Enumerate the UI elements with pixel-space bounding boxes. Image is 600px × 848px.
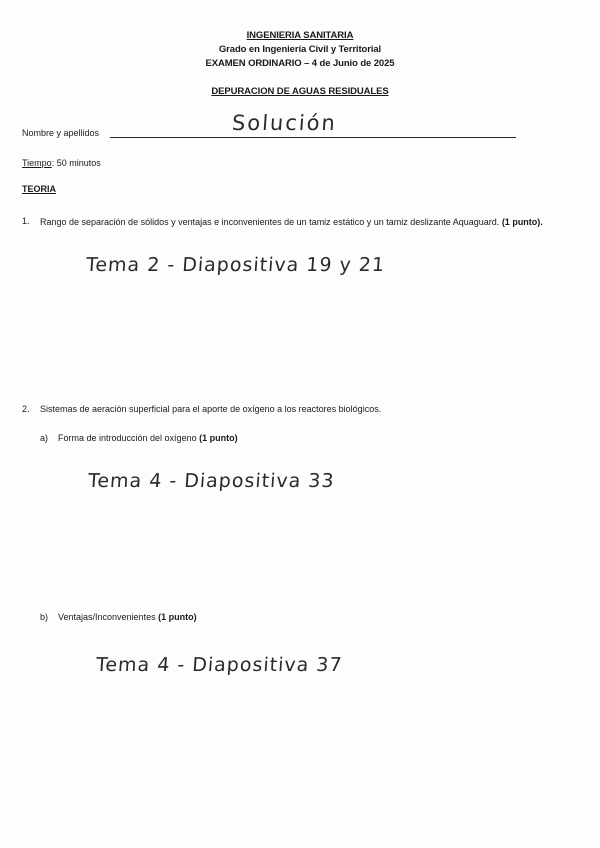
degree-title: Grado en Ingeniería Civil y Territorial <box>218 44 382 55</box>
question-1-number: 1. <box>22 216 30 226</box>
course-title: INGENIERIA SANITARIA <box>246 30 354 41</box>
question-2a-points: (1 punto) <box>199 433 238 443</box>
name-label: Nombre y apellidos <box>22 128 100 138</box>
question-2b-points: (1 punto) <box>158 612 197 622</box>
question-1 <box>40 216 580 228</box>
name-underline <box>110 137 516 138</box>
question-1-text: Rango de separación de sólidos y ventajas e inconvenientes de un tamiz estático y un tamiz deslizante Aquaguard. <box>40 217 500 227</box>
question-2a-letter: a) <box>40 433 49 443</box>
question-2b-text: Ventajas/Inconvenientes <box>58 612 156 622</box>
question-2-text: Sistemas de aeración superficial para el aporte de oxígeno a los reactores biológicos. <box>40 404 382 414</box>
question-2b <box>58 612 197 622</box>
question-2b-letter: b) <box>40 612 49 622</box>
answer-1: Tema 2 - Diapositiva 19 y 21 <box>85 254 386 276</box>
answer-2a: Tema 4 - Diapositiva 33 <box>87 470 336 492</box>
time-value: : 50 minutos <box>51 158 101 168</box>
subject-title: DEPURACION DE AGUAS RESIDUALES <box>211 86 389 97</box>
answer-2b: Tema 4 - Diapositiva 37 <box>95 654 344 676</box>
section-title: TEORIA <box>22 184 57 194</box>
exam-date: EXAMEN ORDINARIO – 4 de Junio de 2025 <box>205 58 395 69</box>
question-2a <box>58 433 238 443</box>
time-label: Tiempo <box>22 158 52 168</box>
question-1-points: (1 punto). <box>501 217 543 227</box>
handwritten-name: Solución <box>231 111 338 135</box>
question-2a-text: Forma de introducción del oxígeno <box>58 433 197 443</box>
question-2-number: 2. <box>22 404 30 414</box>
time-row <box>22 158 101 168</box>
